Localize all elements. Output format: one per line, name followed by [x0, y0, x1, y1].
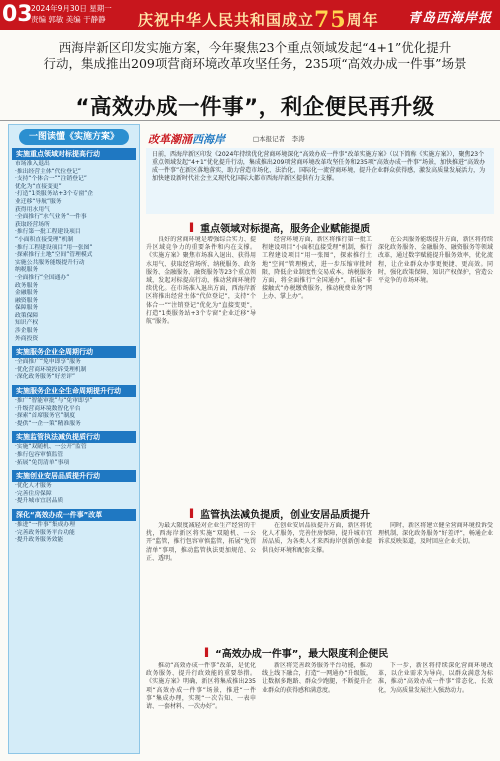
sidebar-list-item: 外商投资: [15, 335, 39, 342]
sidebar-list-item: ·完善住房保障: [15, 490, 52, 497]
issue-date: 2024年9月30日 星期一: [31, 4, 112, 13]
sidebar-list-item: 政务服务: [15, 282, 39, 289]
sidebar-section-head: 实施服务企业全生命周期提升行动: [12, 385, 136, 397]
sidebar-list-item: 获得用水用气: [15, 206, 50, 213]
sidebar-list-item: ·实施“双随机、一公开”监管: [15, 444, 87, 451]
section-marker-icon: ▌: [190, 509, 197, 518]
section-heading: [190, 220, 370, 235]
page-number: 03: [2, 2, 33, 27]
sidebar-list-item: 获取经营场所: [15, 221, 50, 228]
byline: □本报记者 李涛: [253, 135, 305, 143]
section-marker-icon: ▌: [205, 648, 212, 657]
sidebar-list-item: ·优化人才服务: [15, 483, 52, 490]
sidebar-list-item: ·推出经营主体“代位登记”: [15, 168, 81, 175]
body-column: [262, 662, 372, 756]
body-text: 新区将完善政务服务平台功能，推动线上线下融合，打造“一网通办”升级版，让数据多跑路、群众少跑腿，不断提升企业群众的获得感和满意度。: [262, 662, 372, 694]
sidebar-list-item: ·提供“一企一策”精准服务: [15, 420, 81, 427]
sidebar-section-head: 实施创业安居品质提升行动: [12, 470, 136, 482]
body-column: [378, 522, 493, 640]
banner-prefix: 庆祝中华人民共和国成立: [138, 11, 315, 29]
column-tag-a: 改革潮涌: [148, 133, 192, 146]
sidebar-list-item: 融资服务: [15, 297, 39, 304]
anniversary-banner: [138, 5, 379, 31]
body-text: 良好的营商环境是增强综合实力、提升区域竞争力的重要条件和内在支撑。《实施方案》聚焦市场准入退出、获得用水用气、获取经营场所、纳税服务、政务服务、金融服务、融资服务等23个重点领域，发起对标提高行动，推动营商环境持续优化。在市场准入退出方面，西海岸新区将推出经营主体“代位登记”，支持“个体合一”“注销登记”优化为“直接变更”，打造“1类服务站+3个专窗”企业迁移“导航”服务。: [146, 236, 256, 326]
infographic-sidebar: [8, 124, 140, 754]
body-column: [262, 236, 372, 501]
headline: “高效办成一件事”，利企便民再升级: [75, 95, 435, 120]
section-title: 监管执法减负提质，创业安居品质提升: [200, 510, 371, 521]
kicker-line: 西海岸新区印发实施方案，今年聚焦23个重点领域发起“4+1”优化提升: [58, 40, 452, 55]
sidebar-list-item: ·提升城市宜居品质: [15, 498, 64, 505]
sidebar-list-item: “小面积直接受理”机制: [15, 236, 74, 243]
newspaper-name: 青岛西海岸报: [407, 11, 492, 26]
sidebar-list-item: 优化为“直接变更”: [15, 183, 62, 190]
sidebar-list-item: ·推行第一批工程建设项目: [15, 229, 81, 236]
sidebar-list-item: ·探索推行土地“空间”管理模式: [15, 252, 93, 259]
divider: [0, 120, 500, 121]
column-tag-b: 西海岸: [192, 133, 225, 146]
sidebar-list-item: 知识产权: [15, 320, 39, 327]
sidebar-list-item: 金融服务: [15, 290, 39, 297]
sidebar-title: 一图读懂《实施方案》: [19, 129, 129, 145]
sidebar-list-item: ·支持“个体合一”“注销登记”: [15, 176, 87, 183]
sidebar-list-item: ·升级营商环境数智化平台: [15, 405, 81, 412]
sidebar-list-item: 纳税服务: [15, 267, 39, 274]
sidebar-section-head: 实施重点领域对标提高行动: [12, 148, 136, 160]
sidebar-list-item: ·推行工程建设项目“用一张图”: [15, 244, 93, 251]
section-title: “高效办成一件事”，最大限度利企便民: [215, 649, 389, 660]
kicker: [40, 40, 470, 72]
sidebar-list-item: ·提升政务服务效能: [15, 537, 64, 544]
lead-paragraph: 日前，西海岸新区印发《2024年持续优化营商环境深化“高效办成一件事”改革实施方案》（以下简称《实施方案》），聚焦23个重点领域发起“4+1”优化提升行动，集成推出209项营商环境改革攻坚任务和235项“高效办成一件事”场景，加快推进“高效办成一件事”在新区落地落实，助力营造市场化、法治化、国际化一流营商环境，提升企业群众获得感，激发高质量发展活力，为加快建设新时代社会主义现代化国际大都市西海岸新区提供有力支撑。: [146, 148, 494, 214]
sidebar-list-item: ·推广“智能审批”与“免审即享”: [15, 398, 93, 405]
sidebar-list-item: ·打造“1类服务站+3个专窗”企: [15, 191, 94, 198]
body-text: 经营环境方面，新区将推行第一批工程建设项目“小面积直接受理”机制，推行工程建设项目“用一张图”，探索推行土地“空间”管理模式，进一步压缩审批时限，降低企业制度性交易成本。纳税服务方面，将全面推行“全国通办”，拓展“非接触式”办税缴费服务，推动税费业务“网上办、掌上办”。: [262, 236, 372, 301]
section-heading: [205, 645, 388, 660]
body-text: 在公共服务能级提升方面，新区将持续深化政务服务、金融服务、融资服务等领域改革，通过数字赋能提升服务效率，优化流程，让企业群众办事更便捷、更高效。同时，强化政策保障、知识产权保护，营造公平竞争的市场环境。: [378, 236, 493, 285]
sidebar-list-item: ·深化政务服务“好差评”: [15, 374, 76, 381]
banner-number: 75: [314, 7, 347, 33]
body-column: [262, 522, 372, 640]
body-text: 在创业安居品质提升方面，新区将优化人才服务，完善住房保障，提升城市宜居品质，为各类人才来西海岸创新创业提供良好环境和配套支撑。: [262, 522, 372, 554]
sidebar-list-item: ·拓展“免罚清单”事项: [15, 459, 70, 466]
sidebar-list-item: ·全面推行“水气业务”一件事: [15, 214, 87, 221]
sidebar-list-item: ·完善政务服务平台功能: [15, 529, 75, 536]
sidebar-list-item: 市场准入退出: [15, 161, 50, 167]
sidebar-section-head: 实施服务企业全周期行动: [12, 346, 136, 358]
kicker-line: 行动，集成推出209项营商环境改革攻坚任务，235项“高效办成一件事”场景: [43, 56, 467, 71]
body-text: 同时，新区将建立健全营商环境投诉受理机制，深化政务服务“好差评”，畅通企业诉求反映渠道，及时回应企业关切。: [378, 522, 493, 546]
body-column: [146, 522, 256, 640]
body-text: 推动“高效办成一件事”改革，是优化政务服务、提升行政效能的重要举措。《实施方案》明确，新区将集成推出235项“高效办成一件事”场景，推进“一件事”集成办理，实现“一次告知、一表申请、一套材料、一次办好”。: [146, 662, 256, 711]
section-marker-icon: ▌: [190, 223, 197, 232]
sidebar-section-head: 深化“高效办成一件事”改革: [12, 509, 136, 521]
body-text: 为最大限度减轻对企业生产经营的干扰，西海岸新区将实施“双随机、一公开”监管，推行包容审慎监管，拓展“免罚清单”事项，推动监管执法更加规范、公正、透明。: [146, 522, 256, 562]
sidebar-list-item: ·全面推广“免申即享”服务: [15, 359, 81, 366]
body-column: [378, 662, 493, 756]
sidebar-list-item: 业迁移“导航”服务: [15, 198, 62, 205]
sidebar-list-item: ·探索“首席服务官”制度: [15, 413, 76, 420]
editors-line: 责编 郭敏 美编 于静静: [31, 15, 106, 24]
sidebar-list-item: 政策保障: [15, 312, 39, 319]
body-text: 下一步，新区将持续深化营商环境改革，以企业需求为导向，以群众满意为标准，推动“高效办成一件事”常态化、长效化，为高质量发展注入强劲动力。: [378, 662, 493, 694]
section-heading: [190, 506, 370, 521]
banner-suffix: 周年: [346, 11, 379, 29]
sidebar-list-item: ·优化营商环境投诉受理机制: [15, 366, 87, 373]
sidebar-list-item: ·推行包容审慎监管: [15, 452, 64, 458]
sidebar-list-item: 保障服务: [15, 305, 39, 312]
section-title: 重点领域对标提高，服务企业赋能提质: [200, 224, 371, 235]
sidebar-list-item: 实施公共服务能级提升行动: [15, 259, 85, 266]
sidebar-list-item: ·全面推行“全国通办”: [15, 274, 70, 281]
sidebar-list-item: 涉企服务: [15, 328, 39, 335]
body-column: [146, 662, 256, 756]
sidebar-body: [9, 148, 139, 545]
body-column: [146, 236, 256, 501]
sidebar-list-item: ·推进“一件事”集成办理: [15, 521, 76, 528]
sidebar-section-head: 实施监管执法减负提质行动: [12, 431, 136, 443]
column-tag: [148, 131, 225, 147]
date-info: [31, 3, 112, 25]
body-column: [378, 236, 493, 501]
